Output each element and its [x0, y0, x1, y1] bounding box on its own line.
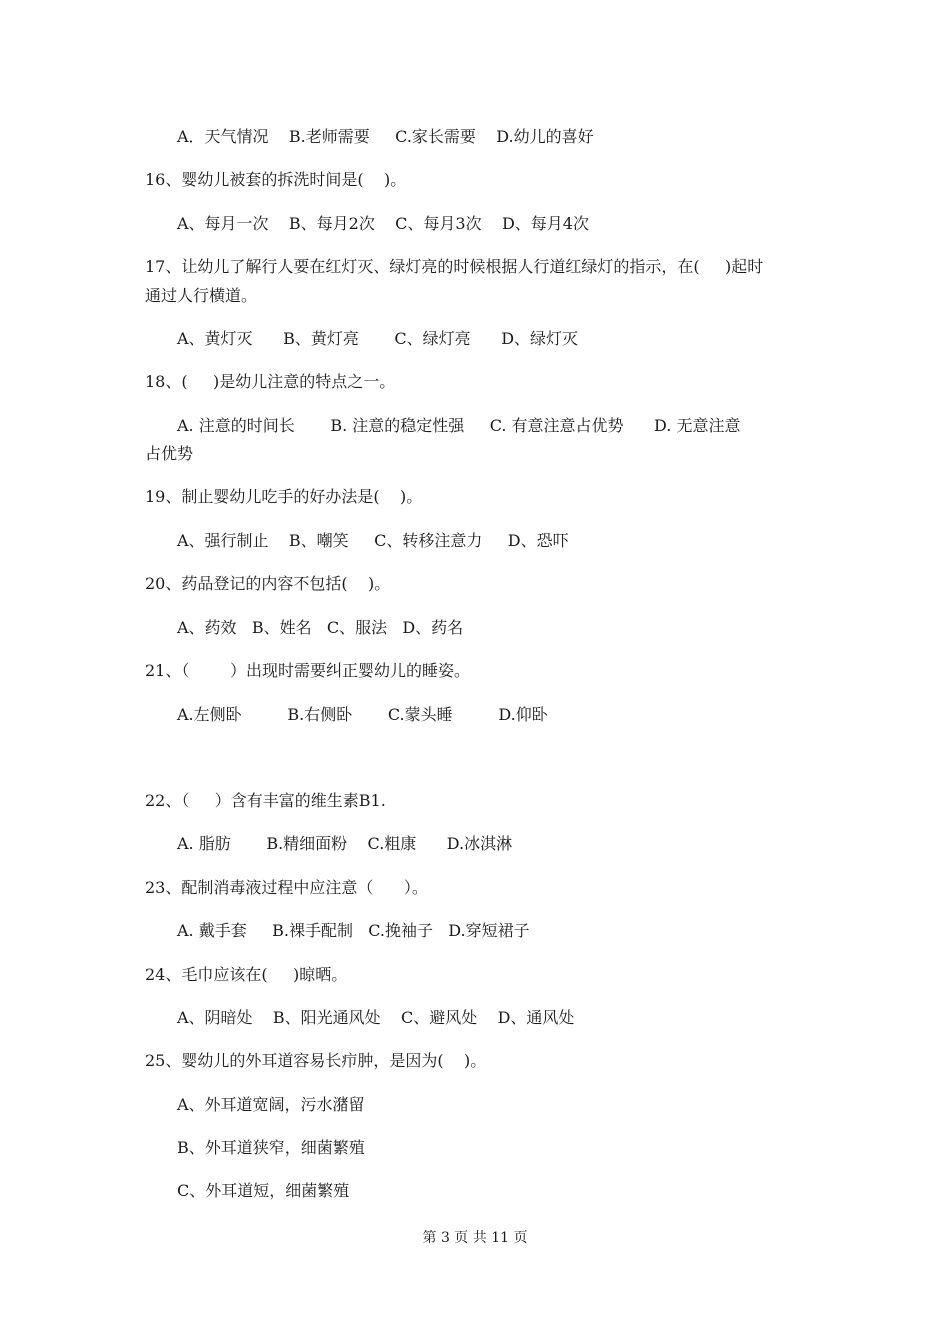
q21-options: A.左侧卧 B.右侧卧 C.蒙头睡 D.仰卧: [177, 705, 548, 724]
q22-question: 22、（ ）含有丰富的维生素B1.: [145, 791, 386, 810]
q19-question: 19、制止婴幼儿吃手的好办法是( )。: [145, 487, 423, 506]
q19-options: A、强行制止 B、嘲笑 C、转移注意力 D、恐吓: [177, 531, 569, 550]
q25-option-a: A、外耳道宽阔，污水潴留: [177, 1095, 365, 1114]
q18-options: A. 注意的时间长 B. 注意的稳定性强 C. 有意注意占优势 D. 无意注意: [177, 416, 741, 435]
q25-option-c: C、外耳道短，细菌繁殖: [177, 1181, 350, 1200]
q24-options: A、阴暗处 B、阳光通风处 C、避风处 D、通风处: [177, 1008, 575, 1027]
q20-question: 20、药品登记的内容不包括( )。: [145, 574, 391, 593]
q17-question: 17、让幼儿了解行人要在红灯灭、绿灯亮的时候根据人行道红绿灯的指示，在( )起时: [145, 257, 764, 276]
q25-question: 25、婴幼儿的外耳道容易长疖肿，是因为( )。: [145, 1051, 487, 1070]
q20-options: A、药效 B、姓名 C、服法 D、药名: [177, 618, 464, 637]
q15-options: A．天气情况 B.老师需要 C.家长需要 D.幼儿的喜好: [177, 127, 594, 146]
q17-options: A、黄灯灭 B、黄灯亮 C、绿灯亮 D、绿灯灭: [177, 329, 579, 348]
q21-question: 21、（ ）出现时需要纠正婴幼儿的睡姿。: [145, 661, 471, 680]
q24-question: 24、毛巾应该在( )晾晒。: [145, 965, 348, 984]
page-footer: 第 3 页 共 11 页: [422, 1230, 528, 1246]
q23-question: 23、配制消毒液过程中应注意（ ）。: [145, 878, 428, 897]
q16-question: 16、婴幼儿被套的拆洗时间是( )。: [145, 170, 407, 189]
q18-options-cont: 占优势: [145, 444, 194, 463]
q17-question-cont: 通过人行横道。: [145, 286, 258, 305]
q16-options: A、每月一次 B、每月2次 C、每月3次 D、每月4次: [177, 214, 589, 233]
q18-question: 18、( )是幼儿注意的特点之一。: [145, 372, 396, 391]
q22-options: A. 脂肪 B.精细面粉 C.粗康 D.冰淇淋: [177, 834, 513, 853]
q23-options: A. 戴手套 B.裸手配制 C.挽袖子 D.穿短裙子: [177, 921, 530, 940]
q25-option-b: B、外耳道狭窄，细菌繁殖: [177, 1138, 365, 1157]
